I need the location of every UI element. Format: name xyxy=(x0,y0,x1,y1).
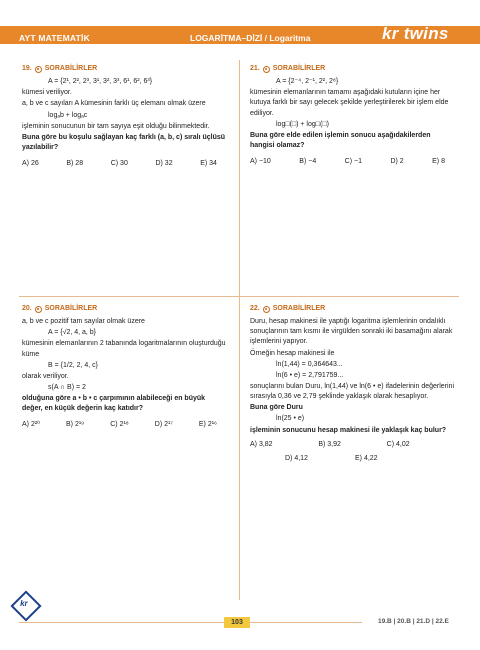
text-line: sonuçlarını bulan Duru, ln(1,44) ve ln(6 • e) ifadelerinin değerlerini sırasıyla 0,36 ve 2,79 şeklinde yaklaşık olarak hesaplıyor. xyxy=(250,382,455,401)
expression: log□(□) + log□(□) xyxy=(276,120,329,128)
question-text: Buna göre elde edilen işlemin sonucu aşağıdakilerden hangisi olamaz? xyxy=(250,131,431,149)
option-d[interactable]: D) 2 xyxy=(390,158,404,166)
set-definition-b: B = {1/2, 2, 4, c} xyxy=(48,361,99,369)
option-a[interactable]: A) 3,82 xyxy=(250,440,273,448)
text-line: Duru, hesap makinesi ile yaptığı logaritma işlemlerinin ondalıklı sonuçlarının tam kısmı ile virgülden sonraki iki basamağını alarak işlemlerini yapıyor. xyxy=(250,318,453,346)
answer-codes: 19.B | 20.B | 21.D | 22.E xyxy=(378,618,449,625)
question-header xyxy=(22,304,227,314)
option-a[interactable]: A) −10 xyxy=(250,158,271,166)
text-line: olarak veriliyor. xyxy=(22,372,69,380)
answer-options xyxy=(250,157,455,167)
option-d[interactable]: D) 32 xyxy=(155,160,173,168)
example-1: ln(1,44) = 0,364643... xyxy=(276,360,343,368)
set-definition: A = {2¹, 2², 2³, 3¹, 3², 3³, 6¹, 6², 6³} xyxy=(48,78,153,86)
question-number: 22. xyxy=(250,305,260,312)
set-definition: A = {√2, 4, a, b} xyxy=(48,329,97,337)
option-b[interactable]: B) −4 xyxy=(299,158,317,166)
question-header xyxy=(250,64,455,74)
option-e[interactable]: E) 2¹⁶ xyxy=(198,421,217,429)
answer-options xyxy=(22,420,227,430)
option-a[interactable]: A) 2²⁰ xyxy=(22,421,40,429)
text-line: Örneğin hesap makinesi ile xyxy=(250,349,335,357)
option-c[interactable]: C) −1 xyxy=(344,158,362,166)
option-d[interactable]: D) 2¹⁷ xyxy=(154,421,173,429)
question-19 xyxy=(22,64,227,169)
column-divider xyxy=(239,60,240,600)
option-e[interactable]: E) 8 xyxy=(432,158,445,166)
footer-logo-text: kr xyxy=(20,598,28,608)
text-line: kümesi veriliyor. xyxy=(22,89,72,97)
text-line: kümesinin elemanlarının 2 tabanında logaritmalarının oluşturduğu küme xyxy=(22,340,226,358)
target-icon xyxy=(35,306,42,313)
question-22 xyxy=(250,304,455,464)
question-number: 20. xyxy=(22,305,32,312)
option-c[interactable]: C) 30 xyxy=(110,160,128,168)
question-text: olduğuna göre a • b • c çarpımının alabileceği en büyük değer, en küçük değerin kaç katıdır? xyxy=(22,395,206,413)
subject-title: AYT MATEMATİK xyxy=(19,33,90,43)
option-b[interactable]: B) 2¹⁹ xyxy=(66,421,85,429)
text-line: işleminin sonucunun bir tam sayıya eşit olduğu bilinmektedir. xyxy=(22,122,210,130)
section-label: SORABİLİRLER xyxy=(272,65,326,72)
answer-options xyxy=(22,159,227,169)
question-20 xyxy=(22,304,227,431)
answer-options-row2 xyxy=(250,454,455,464)
target-icon xyxy=(263,306,270,313)
section-label: SORABİLİRLER xyxy=(44,305,98,312)
page-number: 103 xyxy=(224,617,250,628)
option-c[interactable]: C) 4,02 xyxy=(386,440,410,448)
text-line: kümesinin elemanlarının tamamı aşağıdaki kutuların içine her kutuya farklı bir sayı gelecek şekilde yerleştirilerek bir işlem elde ediliyor. xyxy=(250,89,449,117)
section-label: SORABİLİRLER xyxy=(272,305,326,312)
section-label: SORABİLİRLER xyxy=(44,65,98,72)
text-line: a, b ve c pozitif tam sayılar olmak üzere xyxy=(22,318,145,326)
question-header xyxy=(250,304,455,314)
set-definition: A = {2⁻⁴, 2⁻¹, 2², 2⁸} xyxy=(276,78,339,86)
text-line: a, b ve c sayıları A kümesinin farklı üç elemanı olmak üzere xyxy=(22,100,206,108)
option-a[interactable]: A) 26 xyxy=(22,160,39,168)
row-divider xyxy=(19,296,459,297)
question-number: 19. xyxy=(22,65,32,72)
option-e[interactable]: E) 4,22 xyxy=(355,454,378,462)
question-header xyxy=(22,64,227,74)
topic-title: LOGARİTMA–DİZİ / Logaritma xyxy=(190,33,311,43)
footer-logo xyxy=(10,590,41,621)
expression: ln(25 • e) xyxy=(276,415,305,423)
answer-options-row1 xyxy=(250,440,455,450)
expression: logₐb + logₐc xyxy=(48,111,88,119)
option-d[interactable]: D) 4,12 xyxy=(285,454,308,462)
option-b[interactable]: B) 28 xyxy=(66,160,84,168)
question-text: işleminin sonucunu hesap makinesi ile yaklaşık kaç bulur? xyxy=(250,426,447,434)
target-icon xyxy=(35,66,42,73)
target-icon xyxy=(263,66,270,73)
option-b[interactable]: B) 3,92 xyxy=(318,440,341,448)
text-line: Buna göre Duru xyxy=(250,404,303,412)
brand-logo: kr twins xyxy=(382,24,449,43)
expression: s(A ∩ B) = 2 xyxy=(48,383,86,391)
question-text: Buna göre bu koşulu sağlayan kaç farklı (a, b, c) sıralı üçlüsü yazılabilir? xyxy=(22,133,226,151)
footer-rule xyxy=(19,622,224,623)
option-e[interactable]: E) 34 xyxy=(200,160,217,168)
question-number: 21. xyxy=(250,65,260,72)
question-21 xyxy=(250,64,455,167)
option-c[interactable]: C) 2¹⁸ xyxy=(110,421,129,429)
example-2: ln(6 • e) = 2,791759... xyxy=(276,371,344,379)
footer-rule xyxy=(250,622,362,623)
